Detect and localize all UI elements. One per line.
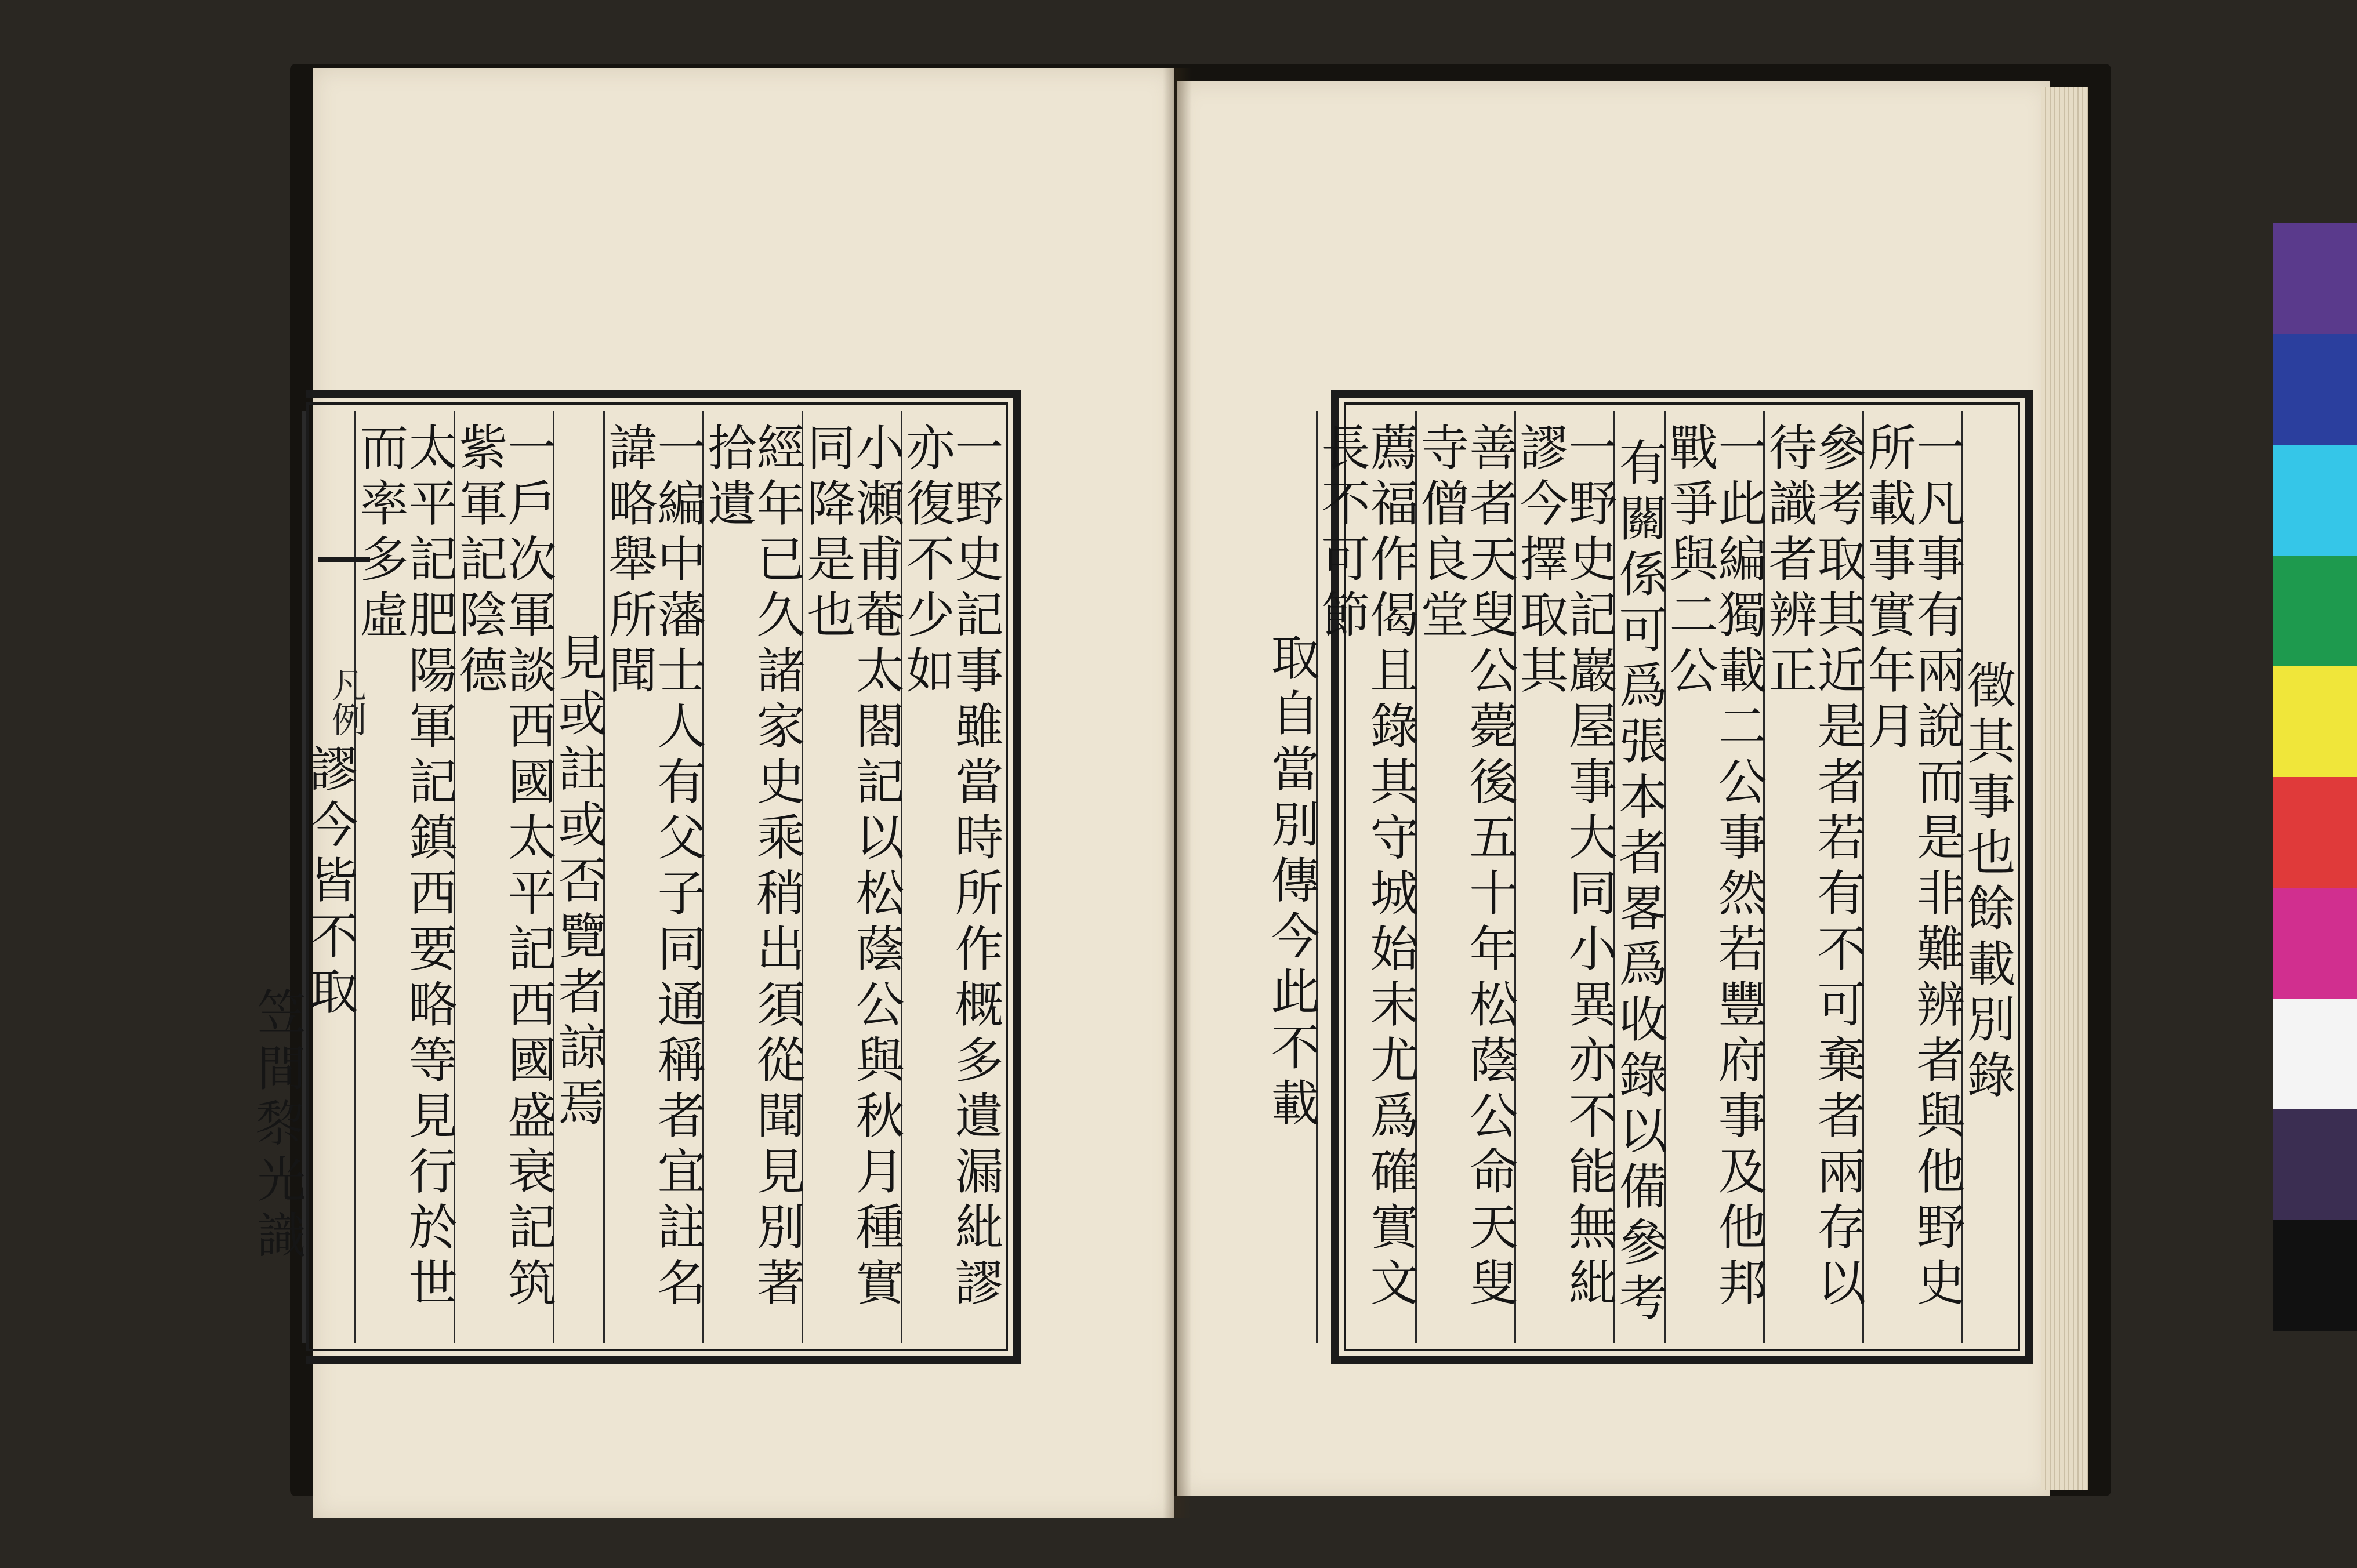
color-calibration-strip	[2273, 223, 2357, 1331]
text-column: 參考取其近是者若有不可棄者兩存以待識者辨正	[1763, 411, 1862, 1343]
color-swatch	[2273, 1220, 2357, 1331]
text-column: 見或註或否覽者諒焉	[553, 411, 603, 1343]
text-column: 薦福作偈且錄其守城始末尤爲確實文長不可節	[1316, 411, 1415, 1343]
margin-label: 凡例	[326, 667, 367, 736]
color-swatch	[2273, 223, 2357, 334]
text-column: 經年已久諸家史乘稍出須從聞見別著拾遺	[702, 411, 802, 1343]
right-text-block	[1263, 390, 2033, 1364]
color-swatch	[2273, 666, 2357, 777]
text-column: 取自當別傳今此不載	[1263, 632, 1320, 1133]
text-column: 善者天叟公薨後五十年松蔭公命天叟寺僧良堂	[1415, 411, 1514, 1343]
left-text-block	[249, 390, 1021, 1364]
text-column: 小瀬甫菴太閤記以松蔭公與秋月種實同降是也	[802, 411, 901, 1343]
color-swatch	[2273, 445, 2357, 556]
color-swatch	[2273, 999, 2357, 1109]
text-column: 一凡事有兩說而是非難辨者與他野史所載事實年月	[1862, 411, 1961, 1343]
color-swatch	[2273, 888, 2357, 999]
page-edges	[2041, 87, 2088, 1490]
text-column: 一戶次軍談西國太平記西國盛衰記筑紫軍記陰德	[454, 411, 553, 1343]
text-column: 太平記肥陽軍記鎮西要略等見行於世而率多虛	[354, 411, 454, 1343]
text-column: 一野史記事雖當時所作概多遺漏紕謬亦復不少如	[901, 411, 1000, 1343]
text-column: 一此編獨載二公事然若豐府事及他邦戰爭與二公	[1664, 411, 1763, 1343]
book-gutter	[1163, 68, 1192, 1518]
text-column: 徵其事也餘載別錄	[1961, 411, 2012, 1343]
text-column: 謬今皆不取	[304, 411, 354, 1343]
author-signature: 笠間𥟖光識	[249, 987, 306, 1265]
color-swatch	[2273, 556, 2357, 666]
color-swatch	[2273, 334, 2357, 445]
text-column: 一野史記巖屋事大同小異亦不能無紕謬今擇取其	[1514, 411, 1613, 1343]
bleed-through-text	[1485, 197, 1844, 418]
text-column: 一編中藩士人有父子同通稱者宜註名諱略舉所聞	[603, 411, 702, 1343]
text-column: 有關係可爲張本者畧爲收錄以備參考	[1613, 411, 1664, 1343]
color-swatch	[2273, 777, 2357, 888]
color-swatch	[2273, 1109, 2357, 1220]
